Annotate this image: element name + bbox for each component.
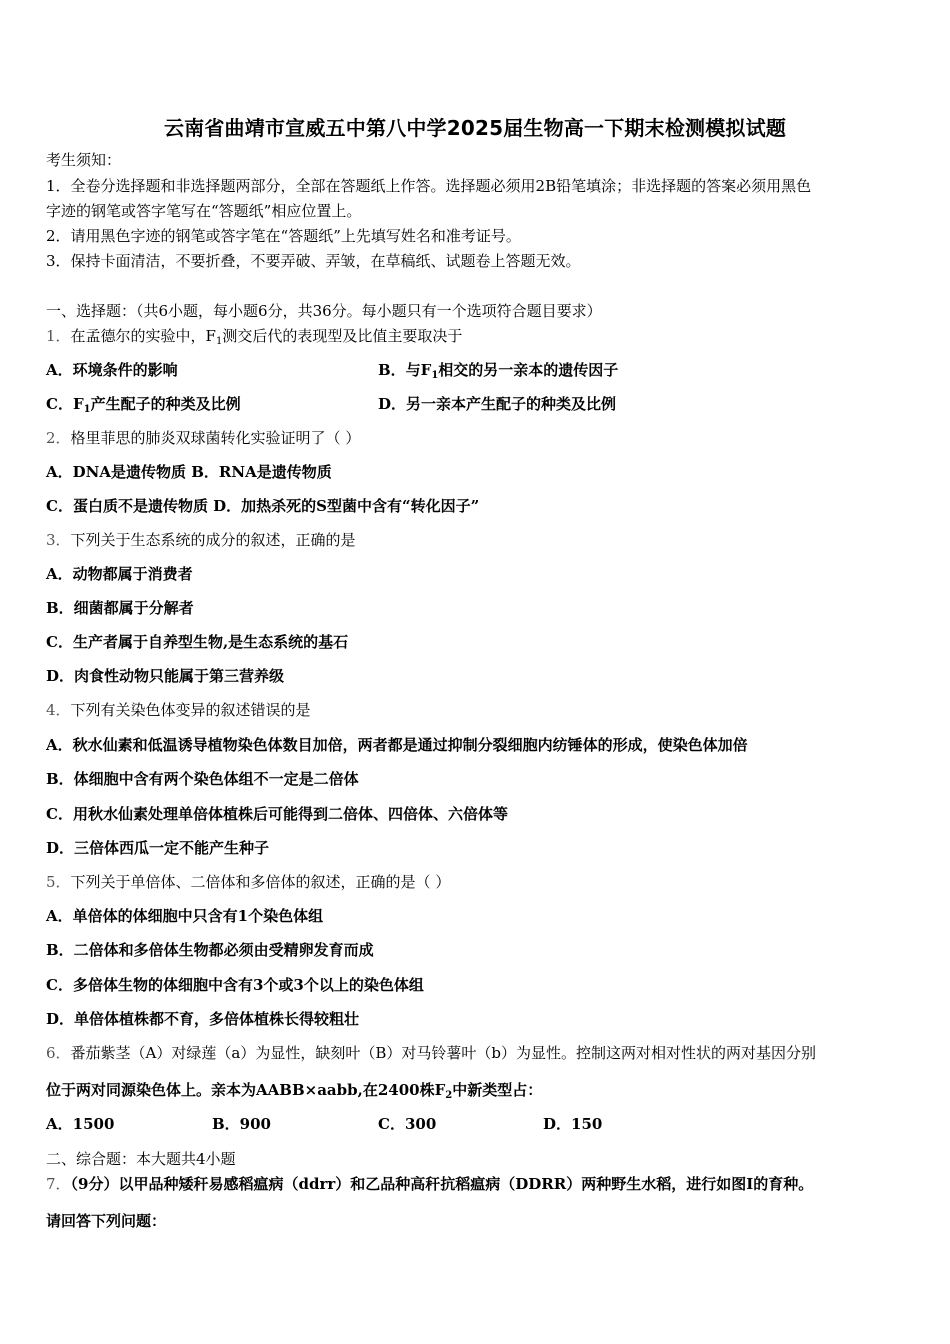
- notice-item-3: 3．保持卡面清洁，不要折叠，不要弄破、弄皱，在草稿纸、试题卷上答题无效。: [46, 252, 581, 270]
- question-5-option-d: D．单倍体植株都不育，多倍体植株长得较粗壮: [46, 1010, 360, 1028]
- question-1-option-b: B．与$F_1$相交的另一亲本的遗传因子: [378, 361, 619, 381]
- question-4-stem: 4．下列有关染色体变异的叙述错误的是: [46, 701, 311, 719]
- question-3-option-c: C．生产者属于自养型生物,是生态系统的基石: [46, 633, 349, 651]
- question-3-option-b: B．细菌都属于分解者: [46, 599, 194, 617]
- question-number: 1．: [46, 327, 71, 345]
- question-1-option-d: D．另一亲本产生配子的种类及比例: [378, 395, 617, 413]
- question-3-option-a: A．动物都属于消费者: [46, 565, 193, 583]
- notice-item-1-cont: 字迹的钢笔或答字笔写在“答题纸”相应位置上。: [46, 202, 362, 220]
- notice-heading: 考生须知：: [46, 151, 122, 169]
- section-1-heading: 一、选择题：（共6小题，每小题6分，共36分。每小题只有一个选项符合题目要求）: [46, 302, 602, 320]
- notice-item-2: 2．请用黑色字迹的钢笔或答字笔在“答题纸”上先填写姓名和准考证号。: [46, 227, 521, 245]
- question-2-stem: 2．格里菲思的肺炎双球菌转化实验证明了（ ）: [46, 429, 361, 447]
- question-5-option-c: C．多倍体生物的体细胞中含有3个或3个以上的染色体组: [46, 976, 424, 994]
- question-1-stem: 1．在孟德尔的实验中，$F_1$测交后代的表现型及比值主要取决于: [46, 327, 463, 347]
- question-7-prompt: 请回答下列问题：: [46, 1212, 167, 1230]
- question-1-option-a: A．环境条件的影响: [46, 361, 178, 379]
- question-7-stem: 7．（9分）以甲品种矮秆易感稻瘟病（ddrr）和乙品种高秆抗稻瘟病（DDRR）两种野生水稻，进行如图I的育种。: [46, 1175, 814, 1193]
- question-5-stem: 5．下列关于单倍体、二倍体和多倍体的叙述，正确的是（ ）: [46, 873, 451, 891]
- question-3-stem: 3．下列关于生态系统的成分的叙述，正确的是: [46, 531, 356, 549]
- question-3-option-d: D．肉食性动物只能属于第三营养级: [46, 667, 285, 685]
- question-6-option-d: D．150: [543, 1115, 603, 1133]
- question-2-options-cd: C．蛋白质不是遗传物质 D．加热杀死的S型菌中含有“转化因子”: [46, 497, 480, 515]
- question-4-option-d: D．三倍体西瓜一定不能产生种子: [46, 839, 270, 857]
- question-6-option-a: A．1500: [46, 1115, 115, 1133]
- section-2-heading: 二、综合题：本大题共4小题: [46, 1150, 236, 1168]
- page-title: 云南省曲靖市宣威五中第八中学2025届生物高一下期末检测模拟试题: [163, 116, 787, 140]
- notice-item-1: 1．全卷分选择题和非选择题两部分，全部在答题纸上作答。选择题必须用2B铅笔填涂；非选择题的答案必须用黑色: [46, 177, 812, 195]
- question-6-option-b: B．900: [212, 1115, 271, 1133]
- question-6-option-c: C．300: [378, 1115, 437, 1133]
- question-6-stem-line-1: 6．番茄紫茎（A）对绿莲（a）为显性，缺刻叶（B）对马铃薯叶（b）为显性。控制这两对相对性状的两对基因分别: [46, 1044, 816, 1062]
- question-2-options-ab: A．DNA是遗传物质 B．RNA是遗传物质: [46, 463, 332, 481]
- question-4-option-b: B．体细胞中含有两个染色体组不一定是二倍体: [46, 770, 359, 788]
- question-1-option-c: C．$F_1$产生配子的种类及比例: [46, 395, 241, 415]
- question-5-option-a: A．单倍体的体细胞中只含有1个染色体组: [46, 907, 324, 925]
- question-5-option-b: B．二倍体和多倍体生物都必须由受精卵发育而成: [46, 941, 374, 959]
- question-6-stem-line-2: 位于两对同源染色体上。亲本为AABB×aabb,在2400株$F_2$中新类型占：: [46, 1081, 543, 1101]
- question-4-option-c: C．用秋水仙素处理单倍体植株后可能得到二倍体、四倍体、六倍体等: [46, 805, 508, 823]
- question-4-option-a: A．秋水仙素和低温诱导植物染色体数目加倍，两者都是通过抑制分裂细胞内纺锤体的形成，使染色体加倍: [46, 736, 748, 754]
